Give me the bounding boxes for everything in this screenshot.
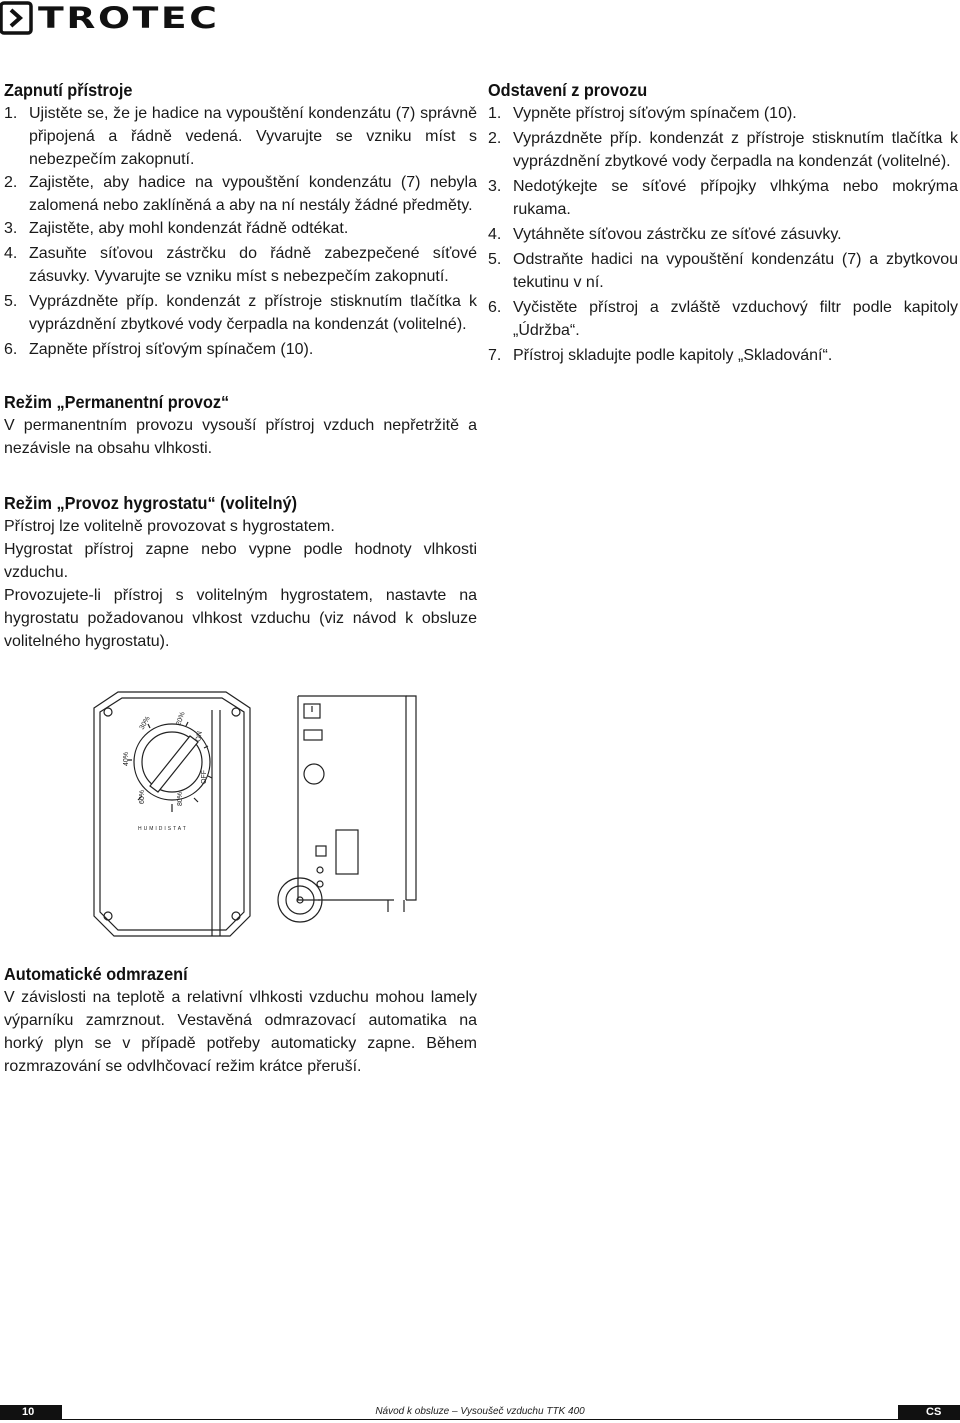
list-item: 2. Vyprázdněte příp. kondenzát z přístroje stisknutím tlačítka k vyprázdnění zbytkové vody čerpadla na kondenzát (volitelné). (488, 130, 958, 170)
list-item: 6. Zapněte přístroj síťovým spínačem (10). (4, 341, 314, 358)
section-title-odstaveni: Odstavení z provozu (488, 80, 648, 100)
device-illustration (88, 690, 808, 950)
left-column (4, 79, 477, 653)
dial-label-40: 40% (123, 751, 130, 766)
list-item: 1. Ujistěte se, že je hadice na vypouštění kondenzátu (7) správně připojená a řádně vedená. Vyvarujte se vzniku míst s nebezpečím zakopnutí. (4, 105, 477, 168)
list-item: 3. Nedotýkejte se síťové přípojky vlhkýma nebo mokrýma rukama. (488, 178, 958, 218)
trotec-logo (0, 0, 220, 36)
section-title-odmrazeni: Automatické odmrazení (4, 964, 188, 984)
odstaveni-list (488, 102, 958, 367)
list-item: 5. Vyprázdněte příp. kondenzát z přístroje stisknutím tlačítka k vyprázdnění zbytkové vody čerpadla na kondenzát (volitelné). (4, 293, 477, 333)
hygrostat-label: HUMIDISTAT (138, 826, 188, 832)
page-header (0, 0, 960, 36)
page-number: 10 (0, 1405, 62, 1420)
defrost-section (4, 963, 477, 1078)
footer-title: Návod k obsluze – Vysoušeč vzduchu TTK 400 (375, 1406, 585, 1417)
hygrostat-p1: Přístroj lze volitelně provozovat s hygrostatem. (4, 518, 335, 535)
language-code: CS (898, 1405, 960, 1420)
list-item: 4. Zasuňte síťovou zástrčku do řádně zabezpečené síťové zásuvky. Vyvarujte se vzniku míst s nebezpečím zakopnutí. (4, 245, 477, 285)
permanentni-text: V permanentním provozu vysouší přístroj vzduch nepřetržitě a nezávisle na obsahu vlhkosti. (4, 417, 477, 457)
list-item: 2. Zajistěte, aby hadice na vypouštění kondenzátu (7) nebyla zalomená nebo zaklíněná a aby na ní nestály žádné předměty. (4, 174, 477, 214)
dial-label-30: 30% (138, 715, 152, 731)
dial-label-off: OFF (201, 770, 208, 784)
dial-label-20: 20% (175, 711, 187, 727)
logo-mark-icon (0, 0, 36, 36)
list-item: 5. Odstraňte hadici na vypouštění kondenzátu (7) a zbytkovou tekutinu v ní. (488, 251, 958, 291)
dial-label-on: ON (195, 730, 204, 743)
zapnuti-list (4, 102, 477, 361)
list-item: 7. Přístroj skladujte podle kapitoly „Skladování“. (488, 347, 833, 364)
list-item: 1. Vypněte přístroj síťovým spínačem (10). (488, 105, 797, 122)
hygrostat-p3: Provozujete-li přístroj s volitelným hygrostatem, nastavte na hygrostatu požadovanou vlhkost vzduchu (viz návod k obsluze volitelného hygrostatu). (4, 587, 477, 650)
hygrostat-device-drawing (88, 690, 808, 950)
hygrostat-p2: Hygrostat přístroj zapne nebo vypne podle hodnoty vlhkosti vzduchu. (4, 541, 477, 581)
section-title-zapnuti: Zapnutí přístroje (4, 80, 133, 100)
list-item: 6. Vyčistěte přístroj a zvláště vzduchový filtr podle kapitoly „Údržba“. (488, 299, 958, 339)
right-column (488, 79, 958, 367)
dial-label-80: 80% (177, 791, 184, 806)
list-item: 3. Zajistěte, aby mohl kondenzát řádně odtékat. (4, 220, 349, 237)
section-title-permanentni: Režim „Permanentní provoz“ (4, 392, 230, 412)
list-item: 4. Vytáhněte síťovou zástrčku ze síťové zásuvky. (488, 226, 842, 243)
odmrazeni-text: V závislosti na teplotě a relativní vlhkosti vzduchu mohou lamely výparníku zamrznout. Vestavěná odmrazovací automatika na horký plyn se v případě potřeby automaticky zapne. Během rozmrazování se odvlhčovací režim krátce přeruší. (4, 989, 477, 1075)
section-title-hygrostat: Režim „Provoz hygrostatu“ (volitelný) (4, 493, 297, 513)
footer-divider (62, 1419, 898, 1420)
brand-name: TROTEC (38, 1, 220, 35)
dial-label-60: 60% (139, 789, 146, 804)
